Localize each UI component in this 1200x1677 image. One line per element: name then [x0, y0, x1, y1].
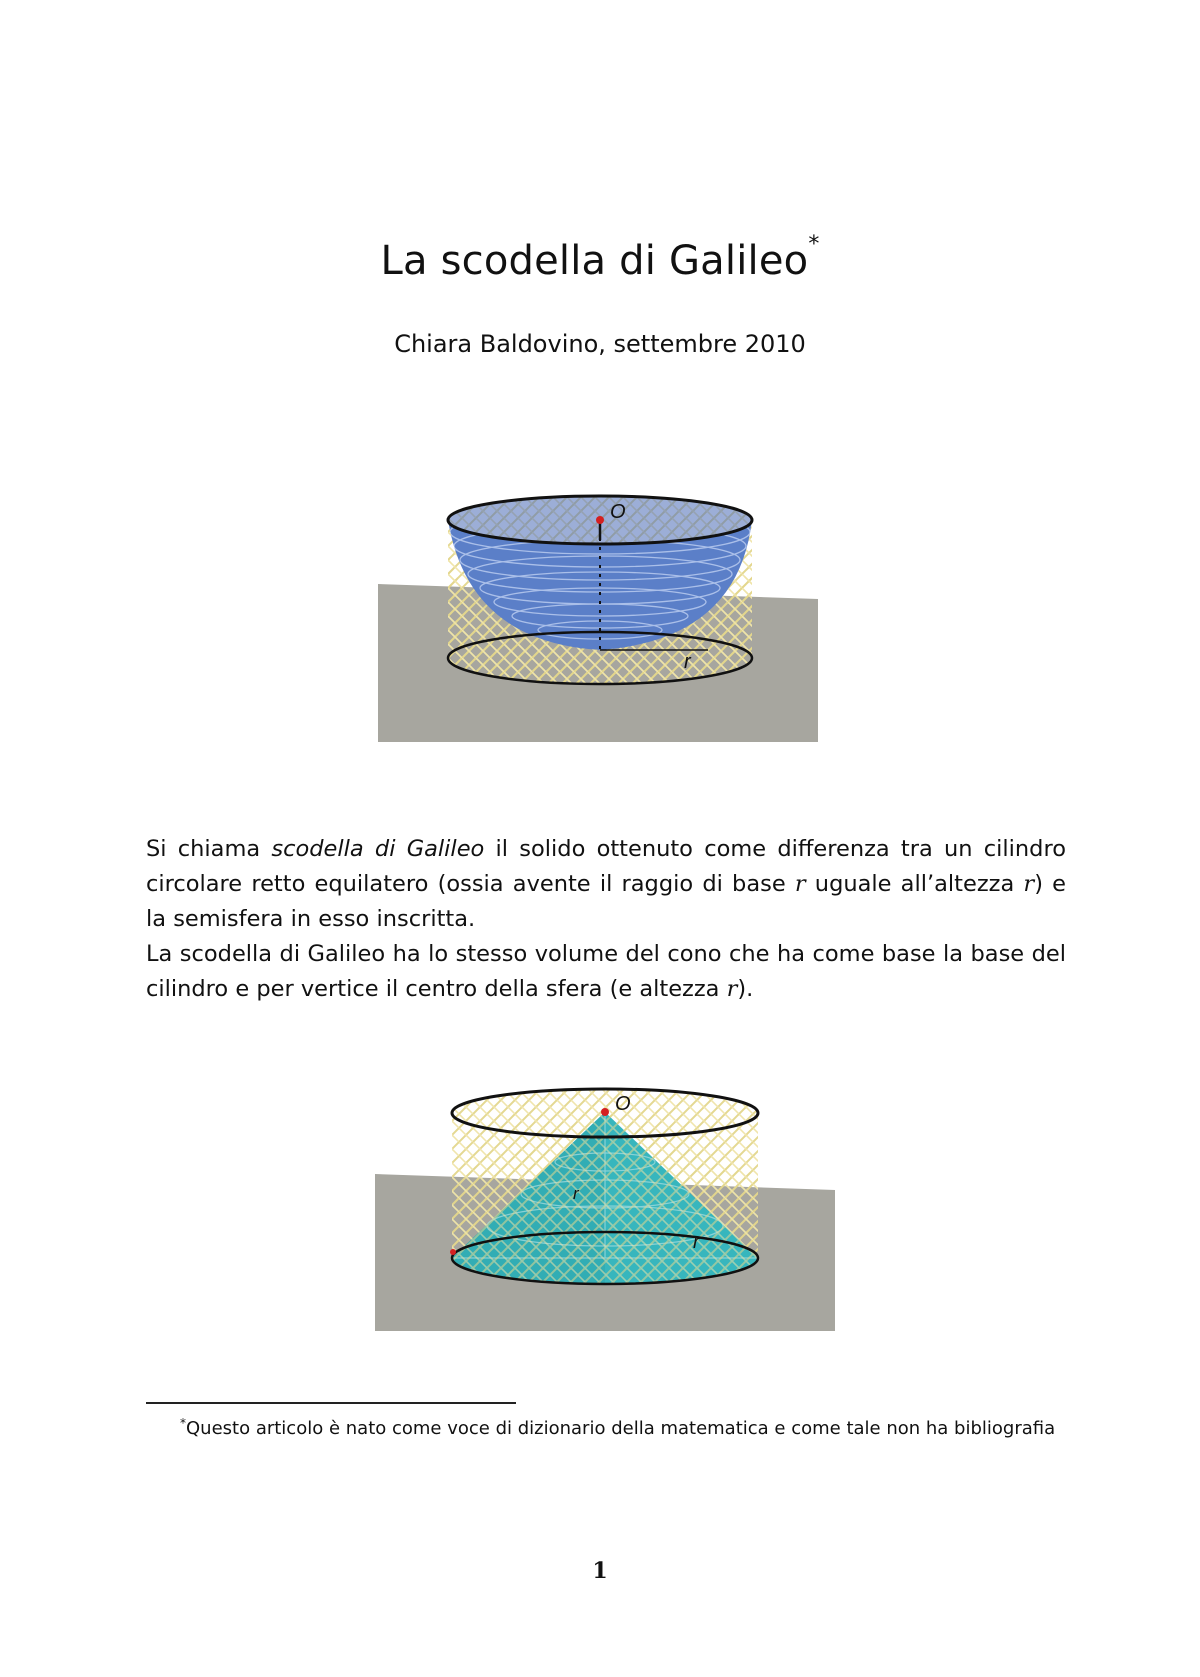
footnote-marker: * [180, 1416, 186, 1430]
var-r: r [794, 871, 806, 897]
cone-cylinder-figure [375, 1086, 835, 1331]
page-number: 1 [592, 1558, 608, 1584]
term-scodella: scodella di Galileo [271, 836, 485, 862]
var-r: r [1023, 871, 1035, 897]
document-title [0, 232, 1200, 284]
title-text: La scodella di Galileo [380, 238, 809, 284]
label-o: O [615, 1093, 631, 1115]
footnote-separator [146, 1402, 516, 1404]
paragraph-volume: La scodella di Galileo ha lo stesso volume del cono che ha come base la base del cilindro e per vertice il centro della sfera (e altezza r). [146, 941, 1066, 1002]
center-point-o [596, 516, 604, 524]
galileo-bowl-figure [378, 490, 818, 742]
label-radius-r: r [693, 1232, 700, 1253]
label-r: r [684, 651, 691, 673]
paragraph-definition: Si chiama scodella di Galileo il solido ottenuto come differenza tra un cilindro circolare retto equilatero (ossia avente il raggio di base r uguale all’altezza r) e la semisfera in esso inscritta. [146, 836, 1066, 932]
footnote-text: Questo articolo è nato come voce di dizionario della matematica e come tale non ha bibliografia [186, 1418, 1056, 1439]
footnote [146, 1408, 1066, 1444]
author-date-line: Chiara Baldovino, settembre 2010 [394, 330, 806, 358]
title-footnote-marker: * [808, 232, 820, 257]
center-point-o [601, 1108, 609, 1116]
base-point [450, 1249, 456, 1255]
var-r: r [726, 976, 738, 1002]
label-o: O [610, 501, 626, 523]
label-slant-r: r [573, 1184, 579, 1203]
